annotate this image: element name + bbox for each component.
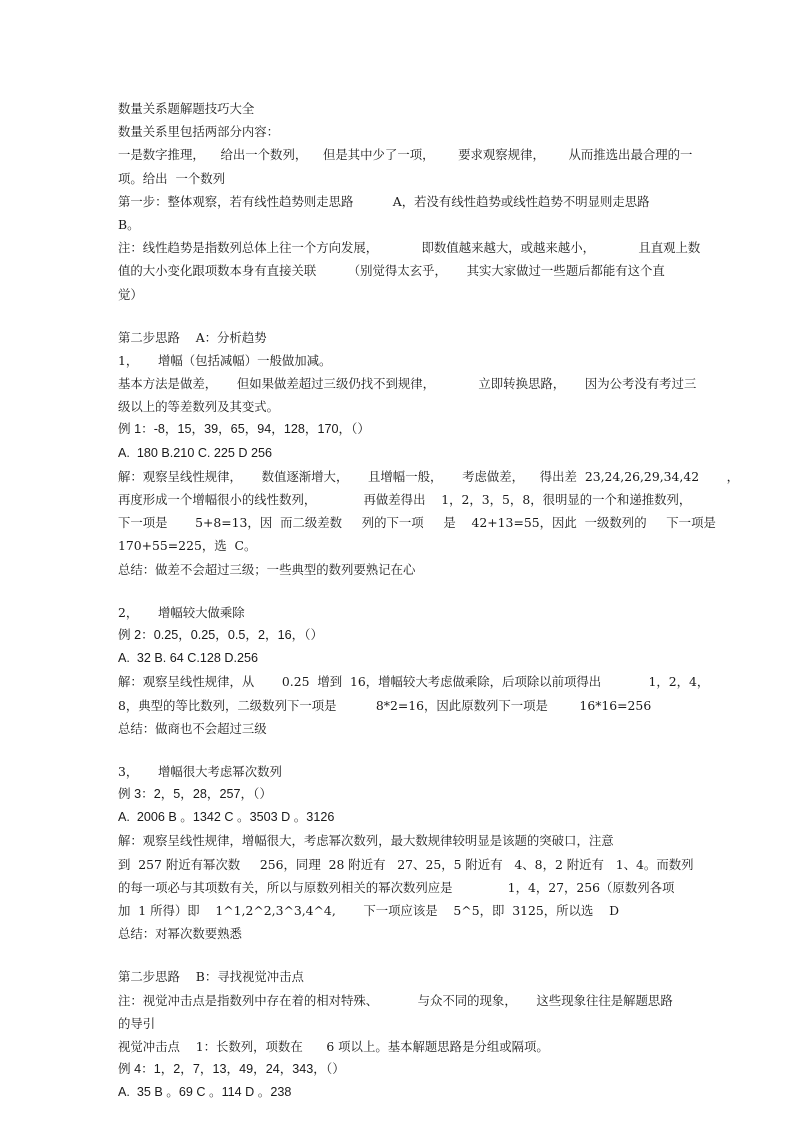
text-line: 下一项是 5+8=13，因 而二级差数 列的下一项 是 42+13=55，因此 一级数列的 下一项是 [118, 515, 716, 531]
document-body [118, 120, 740, 1104]
text-line: 加 1 所得）即 1^1,2^2,3^3,4^4, 下一项应该是 5^5，即 3125，所以选 D [118, 903, 620, 918]
text-line: 注：视觉冲击点是指数列中存在着的相对特殊、 与众不同的现象， 这些现象往往是解题思路 [118, 992, 673, 1008]
text-line: A. 35 B 。69 C 。114 D 。238 [118, 1085, 292, 1100]
text-line: 总结：做商也不会超过三级 [118, 720, 267, 736]
text-line: A. 2006 B 。1342 C 。3503 D 。3126 [118, 810, 335, 825]
text-line: 8，典型的等比数列，二级数列下一项是 8*2=16，因此原数列下一项是 16*16=256 [118, 697, 652, 713]
text-line: 总结：对幂次数要熟悉 [118, 926, 242, 942]
text-line: 的导引 [118, 1015, 156, 1031]
text-line: 例 4：1，2，7，13，49，24，343，（） [118, 1062, 345, 1077]
paragraph-gap [118, 306, 678, 326]
text-line: 1， 增幅（包括减幅）一般做加减。 [118, 352, 332, 368]
text-line: 总结：做差不会超过三级；一些典型的数列要熟记在心 [118, 561, 416, 577]
text-line: 值的大小变化跟项数本身有直接关联 （别觉得太玄乎， 其实大家做过一些题后都能有这个直 [118, 263, 665, 279]
text-line: 解：观察呈线性规律，增幅很大，考虑幂次数列，最大数规律较明显是该题的突破口，注意 [118, 833, 614, 849]
paragraph-gap [118, 740, 678, 760]
text-line: 2， 增幅较大做乘除 [118, 604, 245, 620]
text-line: 例 1：-8，15，39，65，94，128，170，（） [118, 422, 370, 437]
text-line: A. 32 B. 64 C.128 D.256 [118, 651, 259, 666]
text-line: 数量关系里包括两部分内容： [118, 124, 280, 140]
text-line: 第一步：整体观察，若有线性趋势则走思路 A，若没有线性趋势或线性趋势不明显则走思路 [118, 193, 650, 209]
text-line: 觉） [118, 286, 143, 302]
text-line: 的每一项必与其项数有关，所以与原数列相关的幂次数列应是 1，4，27，256（原数列各项 [118, 879, 675, 895]
paragraph-gap [118, 581, 678, 601]
text-line: 项。给出 一个数列 [118, 170, 226, 186]
text-line: 170+55=225，选 C。 [118, 538, 257, 554]
text-line: A. 180 B.210 C. 225 D 256 [118, 445, 273, 460]
text-line: 例 3：2，5，28，257，（） [118, 787, 272, 802]
text-line: 第二步思路 B：寻找视觉冲击点 [118, 969, 304, 985]
text-line: 到 257 附近有幂次数 256，同理 28 附近有 27、25，5 附近有 4、8，2 附近有 1、4。而数列 [118, 856, 694, 872]
text-line: 例 2：0.25，0.25，0.5，2，16，（） [118, 627, 324, 642]
text-line: 注：线性趋势是指数列总体上往一个方向发展， 即数值越来越大，或越来越小， 且直观上数 [118, 240, 701, 256]
document-title: 数量关系题解题技巧大全 [118, 101, 255, 116]
text-line: 解：观察呈线性规律， 数值逐渐增大， 且增幅一般， 考虑做差， 得出差 23,24,26,29,34,42 ， [118, 468, 740, 484]
text-line: 再度形成一个增幅很小的线性数列， 再做差得出 1，2，3，5，8，很明显的一个和递推数列， [118, 492, 692, 507]
text-line: 一是数字推理， 给出一个数列， 但是其中少了一项， 要求观察规律， 从而推选出最合理的一 [118, 147, 693, 163]
text-line: 级以上的等差数列及其变式。 [118, 399, 280, 415]
document-page [118, 97, 740, 1105]
paragraph-gap [118, 945, 678, 965]
text-line: B。 [118, 216, 140, 232]
text-line: 视觉冲击点 1：长数列，项数在 6 项以上。基本解题思路是分组或隔项。 [118, 1038, 549, 1054]
text-line: 3， 增幅很大考虑幂次数列 [118, 763, 282, 779]
text-line: 第二步思路 A：分析趋势 [118, 329, 267, 345]
text-line: 基本方法是做差， 但如果做差超过三级仍找不到规律， 立即转换思路， 因为公考没有考过三 [118, 376, 697, 392]
text-line: 解：观察呈线性规律，从 0.25 增到 16，增幅较大考虑做乘除，后项除以前项得出 1，2，4， [118, 674, 710, 690]
